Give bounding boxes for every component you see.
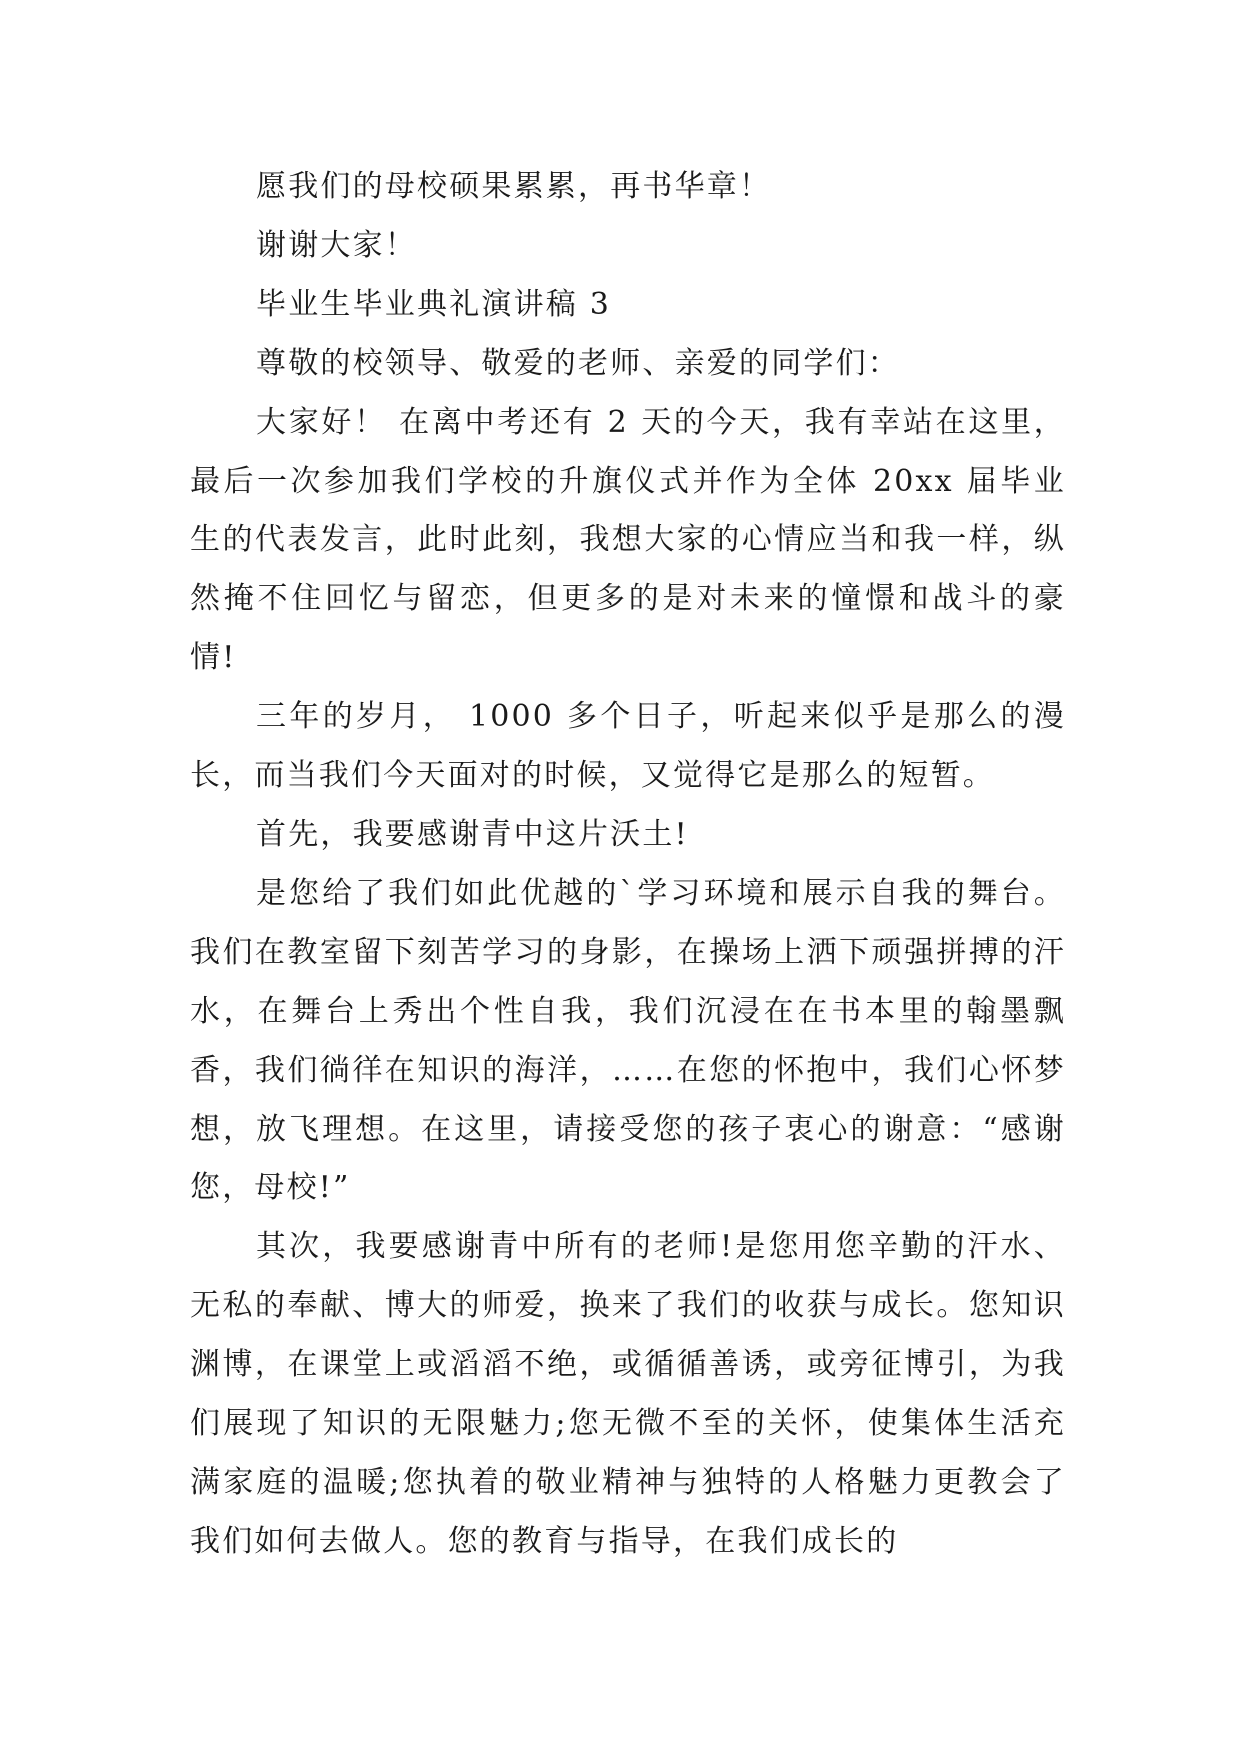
teachers-thanks-paragraph: 其次，我要感谢青中所有的老师!是您用您辛勤的汗水、无私的奉献、博大的师爱，换来了我们的收获与成长。您知识渊博，在课堂上或滔滔不绝，或循循善诱，或旁征博引，为我们展现了知识的无限魅力;您无微不至的关怀，使集体生活充满家庭的温暖;您执着的敬业精神与独特的人格魅力更教会了我们如何去做人。您的教育与指导，在我们成长的 [190,1229,1066,1559]
speech-title: 毕业生毕业典礼演讲稿 3 [256,286,612,322]
three-years-paragraph: 三年的岁月， 1000 多个日子，听起来似乎是那么的漫长，而当我们今天面对的时候，又觉得它是那么的短暂。 [190,699,1066,794]
speech-text-body [190,158,1066,1572]
first-thanks-paragraph: 首先，我要感谢青中这片沃土! [256,816,689,852]
greeting-paragraph: 大家好！ 在离中考还有 2 天的今天，我有幸站在这里，最后一次参加我们学校的升旗仪式并作为全体 20xx 届毕业生的代表发言，此时此刻，我想大家的心情应当和我一样，纵然掩不住回忆与留恋，但更多的是对未来的憧憬和战斗的豪情! [190,404,1066,676]
closing-wish-paragraph: 愿我们的母校硕果累累，再书华章！ [256,169,772,204]
school-thanks-paragraph: 是您给了我们如此优越的`学习环境和展示自我的舞台。我们在教室留下刻苦学习的身影，在操场上洒下顽强拼搏的汗水，在舞台上秀出个性自我，我们沉浸在在书本里的翰墨飘香，我们徜徉在知识的海洋，……在您的怀抱中，我们心怀梦想，放飞理想。在这里，请接受您的孩子衷心的谢意：“感谢您，母校!” [190,875,1066,1206]
salutation-paragraph: 尊敬的校领导、敬爱的老师、亲爱的同学们： [256,345,900,381]
thanks-paragraph: 谢谢大家！ [256,227,417,263]
